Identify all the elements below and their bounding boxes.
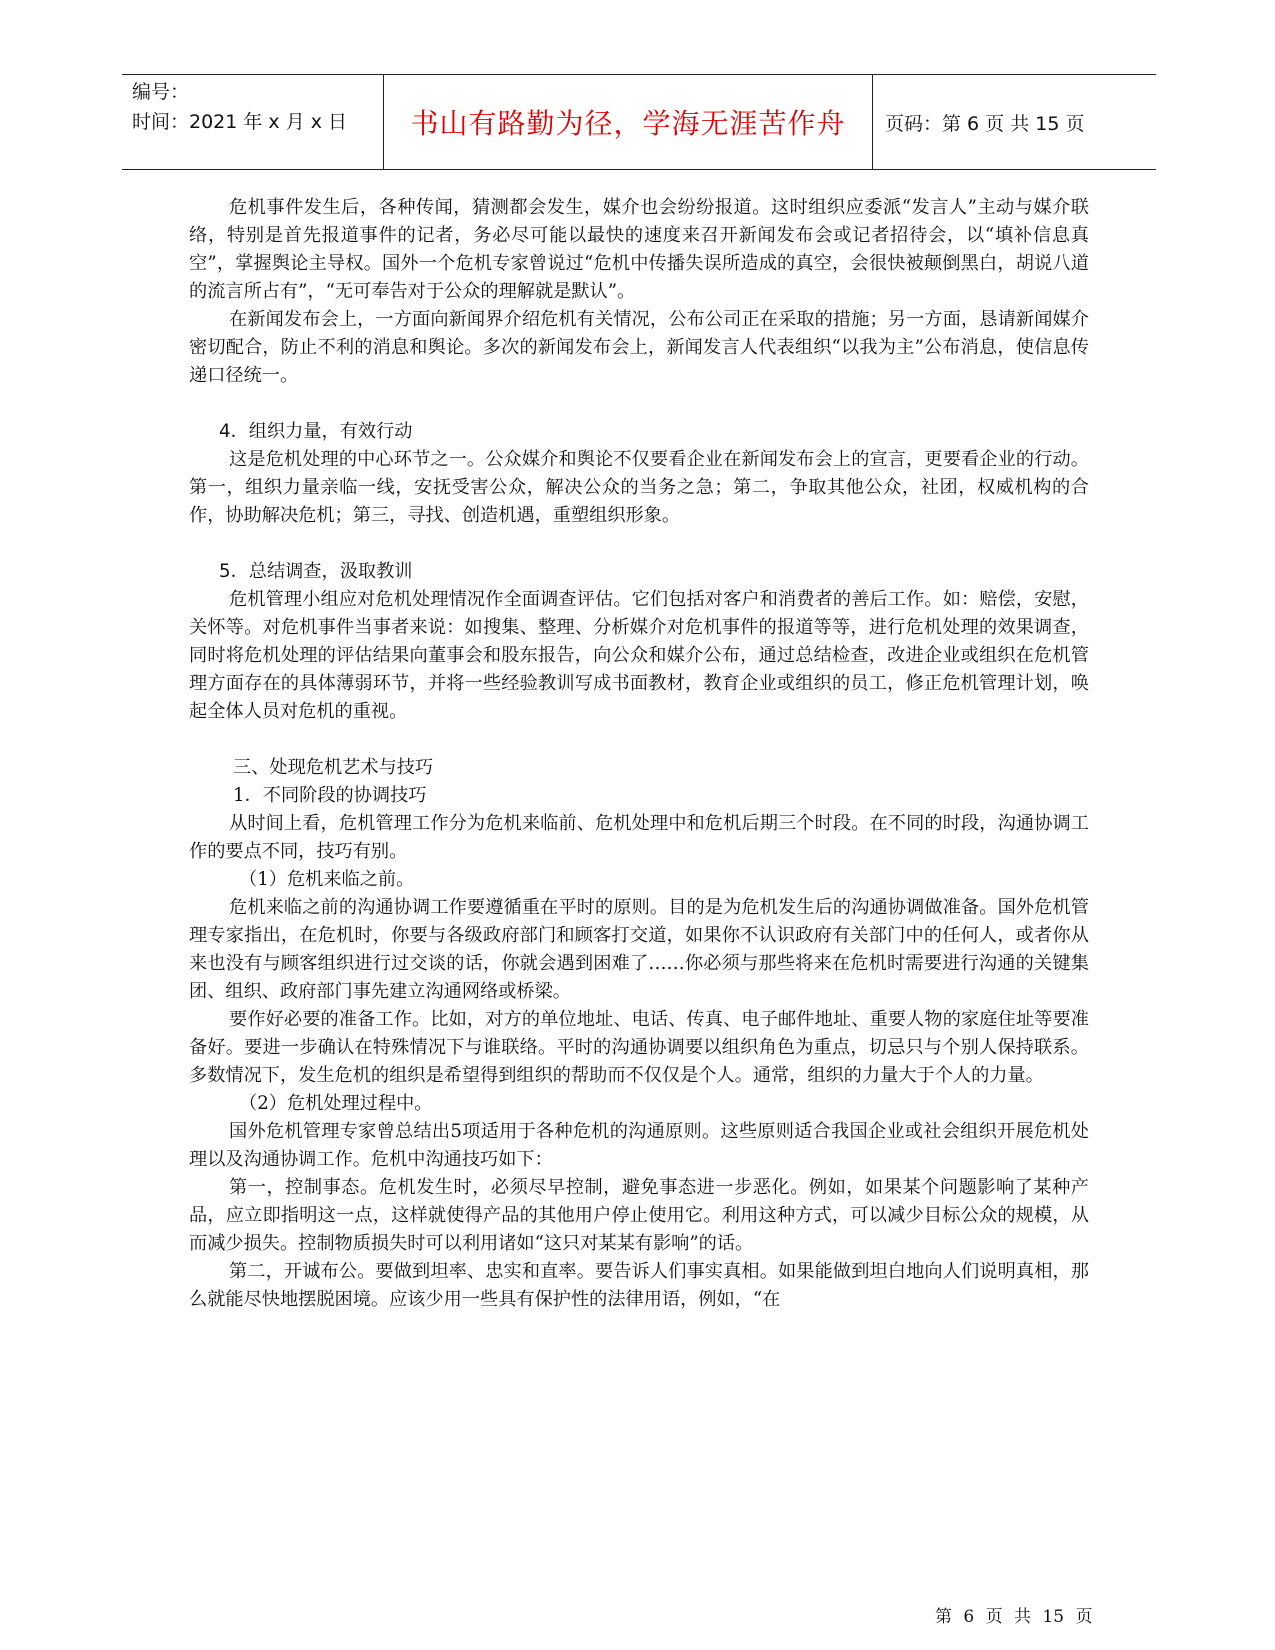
subsection-label: （2）危机处理过程中。 — [239, 1093, 433, 1114]
header-page-info: 页码：第 6 页 共 15 页 — [885, 112, 1085, 135]
doc-time-label: 时间：2021 年 x 月 x 日 — [132, 111, 348, 133]
page-header — [122, 74, 1156, 170]
document-body — [189, 194, 1089, 1314]
paragraph: 国外危机管理专家曾总结出5项适用于各种危机的沟通原则。这些原则适合我国企业或社会组织开展危机处理以及沟通协调工作。危机中沟通技巧如下： — [189, 1121, 1089, 1170]
section-heading: 5．总结调查，汲取教训 — [219, 561, 413, 582]
subsection-label: （1）危机来临之前。 — [239, 869, 415, 890]
paragraph: 在新闻发布会上，一方面向新闻界介绍危机有关情况，公布公司正在采取的措施；另一方面，恳请新闻媒介密切配合，防止不利的消息和舆论。多次的新闻发布会上，新闻发言人代表组织“以我为主”公布消息，使信息传递口径统一。 — [189, 309, 1089, 386]
paragraph: 这是危机处理的中心环节之一。公众媒介和舆论不仅要看企业在新闻发布会上的宣言，更要看企业的行动。第一，组织力量亲临一线，安抚受害公众，解决公众的当务之急；第二，争取其他公众，社团，权威机构的合作，协助解决危机；第三，寻找、创造机遇，重塑组织形象。 — [189, 449, 1089, 526]
section-heading: 4．组织力量，有效行动 — [219, 421, 413, 442]
page-footer: 第 6 页 共 15 页 — [935, 1607, 1093, 1627]
paragraph: 从时间上看，危机管理工作分为危机来临前、危机处理中和危机后期三个时段。在不同的时段，沟通协调工作的要点不同，技巧有别。 — [189, 813, 1089, 862]
paragraph: 要作好必要的准备工作。比如，对方的单位地址、电话、传真、电子邮件地址、重要人物的家庭住址等要准备好。要进一步确认在特殊情况下与谁联络。平时的沟通协调要以组织角色为重点，切忌只与个别人保持联系。多数情况下，发生危机的组织是希望得到组织的帮助而不仅仅是个人。通常，组织的力量大于个人的力量。 — [189, 1009, 1089, 1086]
paragraph: 第一，控制事态。危机发生时，必须尽早控制，避免事态进一步恶化。例如，如果某个问题影响了某种产品，应立即指明这一点，这样就使得产品的其他用户停止使用它。利用这种方式，可以减少目标公众的规模，从而减少损失。控制物质损失时可以利用诸如“这只对某某有影响”的话。 — [189, 1177, 1089, 1254]
doc-number-label: 编号： — [132, 81, 190, 103]
paragraph: 危机来临之前的沟通协调工作要遵循重在平时的原则。目的是为危机发生后的沟通协调做准备。国外危机管理专家指出，在危机时，你要与各级政府部门和顾客打交道，如果你不认识政府有关部门中的任何人，或者你从来也没有与顾客组织进行过交谈的话，你就会遇到困难了……你必须与那些将来在危机时需要进行沟通的关键集团、组织、政府部门事先建立沟通网络或桥梁。 — [189, 897, 1089, 1002]
paragraph: 危机事件发生后，各种传闻，猜测都会发生，媒介也会纷纷报道。这时组织应委派“发言人”主动与媒介联络，特别是首先报道事件的记者，务必尽可能以最快的速度来召开新闻发布会或记者招待会，以“填补信息真空”，掌握舆论主导权。国外一个危机专家曾说过“危机中传播失误所造成的真空，会很快被颠倒黑白，胡说八道的流言所占有”，“无可奉告对于公众的理解就是默认”。 — [189, 197, 1089, 302]
header-meta — [122, 75, 384, 169]
paragraph: 危机管理小组应对危机处理情况作全面调查评估。它们包括对客户和消费者的善后工作。如：赔偿，安慰，关怀等。对危机事件当事者来说：如搜集、整理、分析媒介对危机事件的报道等等，进行危机处理的效果调查，同时将危机处理的评估结果向董事会和股东报告，向公众和媒介公布，通过总结检查，改进企业或组织在危机管理方面存在的具体薄弱环节，并将一些经验教训写成书面教材，教育企业或组织的员工，修正危机管理计划，唤起全体人员对危机的重视。 — [189, 589, 1089, 722]
paragraph: 第二，开诚布公。要做到坦率、忠实和直率。要告诉人们事实真相。如果能做到坦白地向人们说明真相，那么就能尽快地摆脱困境。应该少用一些具有保护性的法律用语，例如，“在 — [189, 1261, 1089, 1310]
header-motto: 书山有路勤为径，学海无涯苦作舟 — [384, 75, 873, 169]
chapter-heading: 三、处现危机艺术与技巧 — [233, 757, 434, 778]
subsection-heading: 1．不同阶段的协调技巧 — [233, 785, 427, 806]
